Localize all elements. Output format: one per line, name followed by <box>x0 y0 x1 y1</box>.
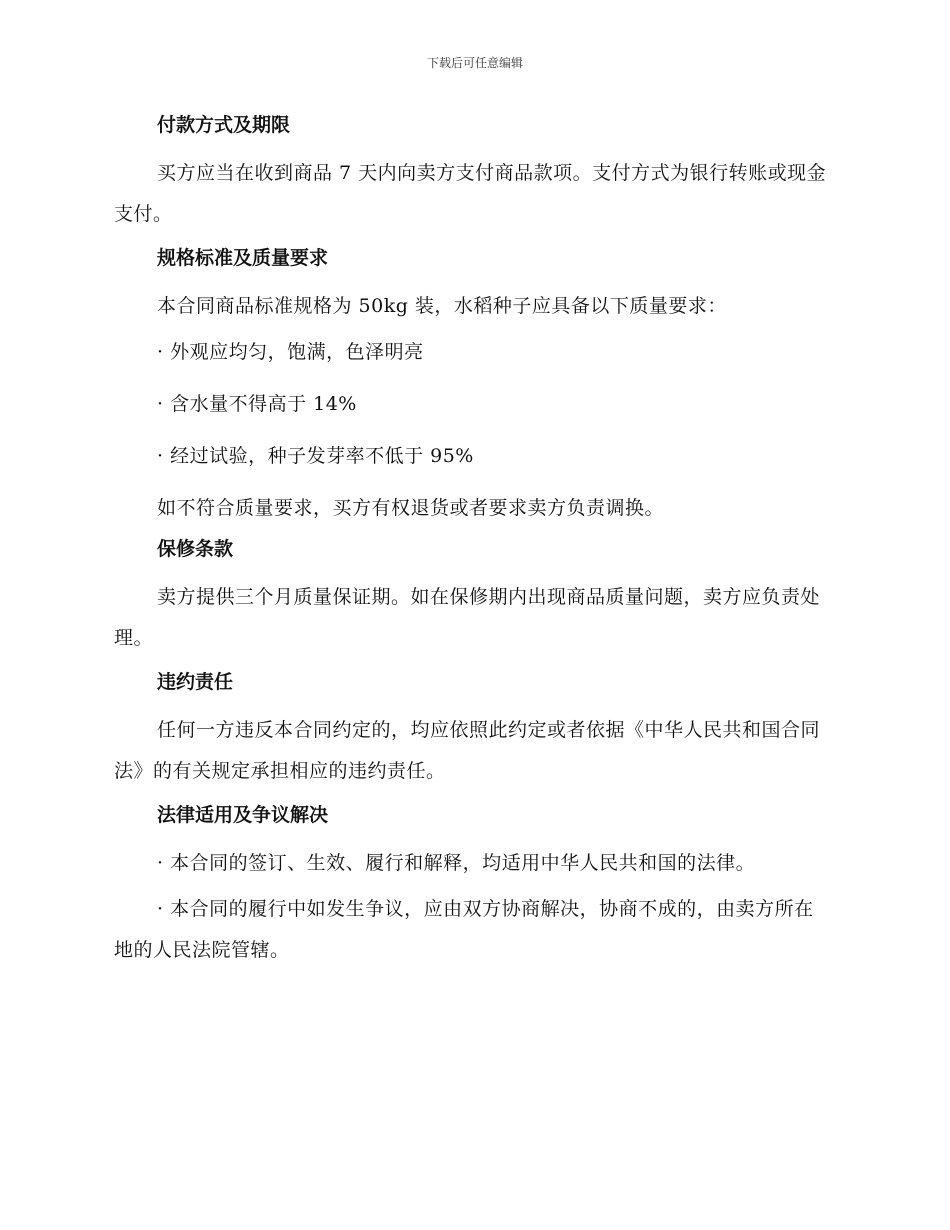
page-header: 下载后可任意编辑 <box>426 56 523 70</box>
breach-paragraph: 任何一方违反本合同约定的，均应依照此约定或者依据《中华人民共和国合同法》的有关规定承担相应的违约责任。 <box>114 719 821 782</box>
payment-paragraph: 买方应当在收到商品 7 天内向卖方支付商品款项。支付方式为银行转账或现金支付。 <box>114 162 827 225</box>
warranty-paragraph: 卖方提供三个月质量保证期。如在保修期内出现商品质量问题，卖方应负责处理。 <box>114 586 821 649</box>
spec-list-item: · 外观应均匀，饱满，色泽明亮 <box>157 341 424 363</box>
spec-list-item: · 含水量不得高于 14% <box>157 393 357 415</box>
law-list-item: · 本合同的履行中如发生争议，应由双方协商解决，协商不成的，由卖方所在地的人民法院管辖。 <box>114 898 814 961</box>
spec-outro-paragraph: 如不符合质量要求，买方有权退货或者要求卖方负责调换。 <box>157 497 665 519</box>
law-heading: 法律适用及争议解决 <box>157 804 329 826</box>
breach-heading: 违约责任 <box>157 671 234 693</box>
spec-intro-paragraph: 本合同商品标准规格为 50kg 装，水稻种子应具备以下质量要求： <box>157 295 727 317</box>
spec-list-item: · 经过试验，种子发芽率不低于 95% <box>157 445 474 467</box>
warranty-heading: 保修条款 <box>157 538 234 560</box>
document-body <box>114 110 832 976</box>
payment-heading: 付款方式及期限 <box>157 114 291 136</box>
law-list-item: · 本合同的签订、生效、履行和解释，均适用中华人民共和国的法律。 <box>157 852 756 874</box>
spec-heading: 规格标准及质量要求 <box>157 247 329 269</box>
